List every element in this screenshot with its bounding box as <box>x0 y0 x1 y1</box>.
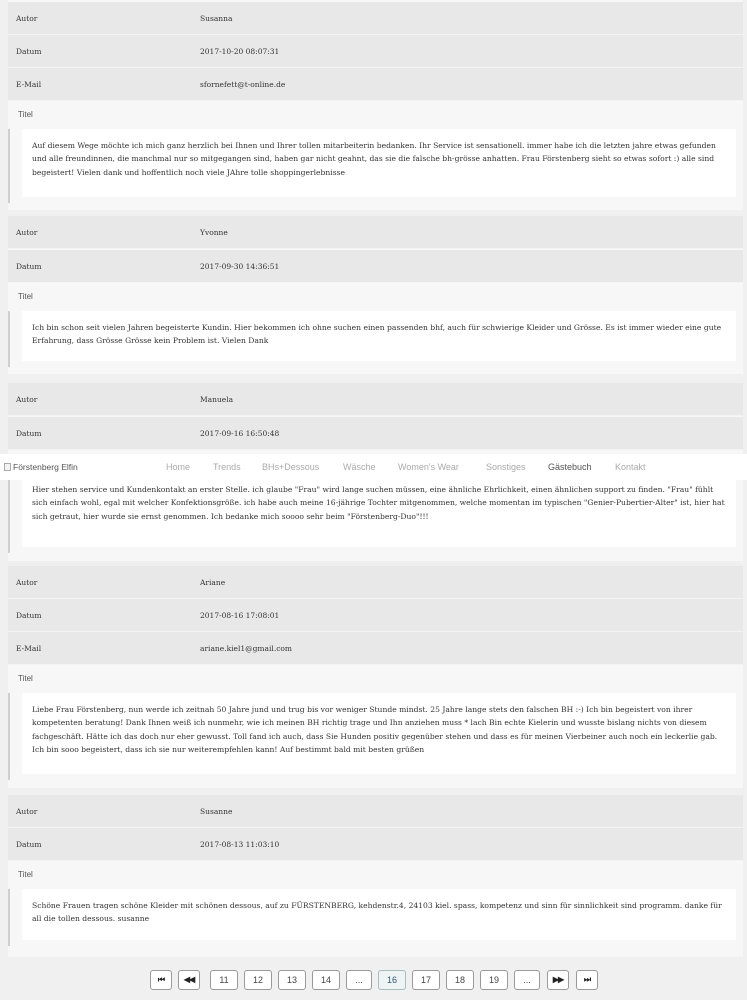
date-value: 2017-10-20 08:07:31 <box>200 47 280 56</box>
email-row <box>8 68 743 101</box>
author-label: Autor <box>16 395 38 404</box>
nav-item-trends[interactable]: Trends <box>213 462 241 472</box>
entry-border <box>8 129 10 203</box>
title-row <box>8 283 743 311</box>
email-value: ariane.kiel1@gmail.com <box>200 644 293 653</box>
date-row <box>8 417 743 450</box>
title-row <box>8 861 743 889</box>
nav-item-sonstiges[interactable]: Sonstiges <box>486 462 526 472</box>
entry-message: Ich bin schon seit vielen Jahren begeisterte Kundin. Hier bekommen ich ohne suchen einen passenden bhf, auch für schwierige Kleider und Grösse. Es ist immer wieder eine gute Erfahrung, dass Grösse Grösse kein Problem ist. Vielen Dank <box>22 311 736 361</box>
nav-item-home[interactable]: Home <box>166 462 191 472</box>
title-label: Titel <box>18 292 33 301</box>
guestbook-entry <box>8 216 743 374</box>
author-row <box>8 383 743 416</box>
email-label: E-Mail <box>16 644 42 653</box>
entry-border <box>8 693 10 780</box>
entry-message: Schöne Frauen tragen schöne Kleider mit schönen dessous, auf zu FÜRSTENBERG, kehdenstr.4, 24103 kiel. spass, kompetenz und sinn für sinnlichkeit sind programm. danke für all die tollen dessous. susanne <box>22 889 736 940</box>
first-page-button[interactable]: ⏮ <box>150 970 172 990</box>
page-button[interactable]: 17 <box>412 970 440 990</box>
guestbook-entry <box>8 0 743 210</box>
date-label: Datum <box>16 429 42 438</box>
page-button[interactable]: 12 <box>244 970 272 990</box>
last-page-button[interactable]: ⏭ <box>576 970 598 990</box>
date-row <box>8 35 743 68</box>
title-row <box>8 101 743 129</box>
broken-image-icon <box>4 463 11 471</box>
entry-message: Hier stehen service und Kundenkontakt an erster Stelle. ich glaube "Frau" wird lange suchen müssen, eine ähnliche Ehrlichkeit, einen ähnlichen support zu finden. "Frau" fühlt sich einfach wohl, egal mit welcher Konfektionsgröße. ich habe auch meine 16-jährige Tochter mitgenommen, welche momentan im typischen "Genier-Pubertier-Alter" ist, hier hat sich getraut, hier wurde sie ernst genommen. Ich bedanke mich soooo sehr beim "Förstenberg-Duo"!!! <box>22 480 736 547</box>
author-label: Autor <box>16 14 38 23</box>
date-value: 2017-09-16 16:50:48 <box>200 429 280 438</box>
author-row <box>8 2 743 35</box>
guestbook-entry <box>8 566 743 788</box>
author-value: Ariane <box>200 578 226 587</box>
author-row <box>8 566 743 599</box>
title-label: Titel <box>18 110 33 119</box>
guestbook-entry <box>8 795 743 957</box>
nav-item-bhs-dessous[interactable]: BHs+Dessous <box>262 462 320 472</box>
date-value: 2017-08-16 17:08:01 <box>200 611 280 620</box>
author-label: Autor <box>16 578 38 587</box>
email-value: sfornefett@t-online.de <box>200 80 286 89</box>
email-row <box>8 632 743 665</box>
site-logo[interactable] <box>4 454 78 480</box>
date-value: 2017-08-13 11:03:10 <box>200 840 280 849</box>
page-button[interactable]: 19 <box>480 970 508 990</box>
page-button[interactable]: 11 <box>210 970 238 990</box>
title-row <box>8 665 743 693</box>
date-row <box>8 828 743 861</box>
main-navigation <box>0 454 747 480</box>
date-label: Datum <box>16 611 42 620</box>
author-row <box>8 795 743 828</box>
author-label: Autor <box>16 807 38 816</box>
pagination <box>0 970 747 990</box>
author-value: Manuela <box>200 395 234 404</box>
author-row <box>8 216 743 249</box>
entry-message: Liebe Frau Förstenberg, nun werde ich zeitnah 50 Jahre jund und trug bis vor weniger Stunde mindst. 25 Jahre lange stets den falschen BH :-) Ich bin begeistert von ihrer kompetenten beratung! Dank Ihnen weiß ich nunmehr, wie ich meinen BH richtig trage und Ihn anziehen muss * lach Bin echte Kielerin und wusste bislang nichts von diesem fachgeschäft. Hätte ich das doch nur eher gewusst. Toll fand ich auch, dass Sie Hunden positiv gegenüber stehen und dass es für meinen Vierbeiner auch noch ein leckerlie gab. Ich bin sooo begeistert, dass ich sie nur weiterempfehlen kann! Auf bestimmt bald mit besten grüßen <box>22 693 736 774</box>
date-row <box>8 599 743 632</box>
entry-border <box>8 311 10 367</box>
date-label: Datum <box>16 47 42 56</box>
author-value: Susanne <box>200 807 233 816</box>
entry-border <box>8 889 10 946</box>
page-button[interactable]: 18 <box>446 970 474 990</box>
title-label: Titel <box>18 674 33 683</box>
nav-item-kontakt[interactable]: Kontakt <box>615 462 646 472</box>
date-value: 2017-09-30 14:36:51 <box>200 262 280 271</box>
page-button[interactable]: 13 <box>278 970 306 990</box>
date-row <box>8 250 743 283</box>
title-label: Titel <box>18 870 33 879</box>
email-label: E-Mail <box>16 80 42 89</box>
logo-alt-text: Förstenberg Elfin <box>13 462 78 472</box>
page-ellipsis[interactable]: ... <box>514 970 540 990</box>
previous-page-button[interactable]: ◀◀ <box>178 970 200 990</box>
author-value: Susanna <box>200 14 233 23</box>
author-label: Autor <box>16 228 38 237</box>
date-label: Datum <box>16 840 42 849</box>
page-button[interactable]: 14 <box>312 970 340 990</box>
next-page-button[interactable]: ▶▶ <box>547 970 569 990</box>
page-ellipsis[interactable]: ... <box>346 970 372 990</box>
current-page-button[interactable]: 16 <box>378 970 406 990</box>
entry-border <box>8 480 10 553</box>
date-label: Datum <box>16 262 42 271</box>
entry-message: Auf diesem Wege möchte ich mich ganz herzlich bei Ihnen und Ihrer tollen mitarbeiterin bedanken. Ihr Service ist sensationell. immer habe ich die letzten jahre etwas gefunden und alle freundinnen, die manchmal nur so mitgegangen sind, haben gar nicht geahnt, das sie die falsche bh-grösse anhatten. Frau Förstenberg sieht so etwas sofort :) alle sind begeistert! Vielen dank und hoffentlich noch viele JAhre tolle shoppingerlebnisse <box>22 129 736 197</box>
nav-item-gaestebuch[interactable]: Gästebuch <box>548 462 592 472</box>
author-value: Yvonne <box>200 228 228 237</box>
nav-item-womens-wear[interactable]: Women's Wear <box>398 462 459 472</box>
nav-item-waesche[interactable]: Wäsche <box>343 462 376 472</box>
